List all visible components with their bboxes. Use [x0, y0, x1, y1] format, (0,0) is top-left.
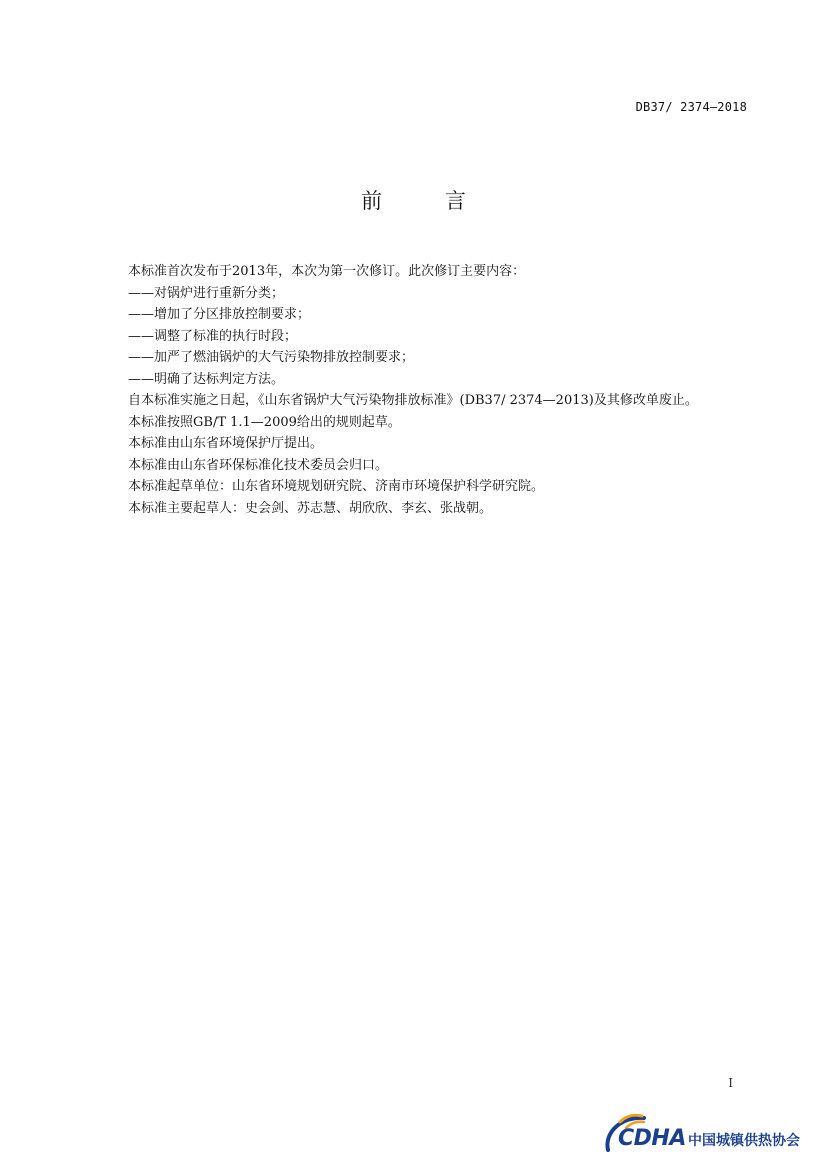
- foreword-body: [128, 261, 768, 519]
- footer-logo: [600, 1110, 815, 1160]
- list-item: ——加严了燃油锅炉的大气污染物排放控制要求；: [128, 350, 415, 365]
- page-title: 前 言: [361, 189, 494, 213]
- list-item: ——调整了标准的执行时段；: [128, 328, 298, 344]
- paragraph: 本标准首次发布于2013年，本次为第一次修订。此次修订主要内容：: [128, 264, 526, 279]
- paragraph: 本标准主要起草人：史会剑、苏志慧、胡欣欣、李玄、张战朝。: [128, 500, 493, 516]
- paragraph: 自本标准实施之日起，《山东省锅炉大气污染物排放标准》(DB37/ 2374—2013)及其修改单废止。: [128, 393, 698, 408]
- paragraph: 本标准按照GB/T 1.1—2009给出的规则起草。: [128, 414, 401, 430]
- list-item: ——对锅炉进行重新分类；: [128, 285, 285, 301]
- organization-name: 中国城镇供热协会: [688, 1133, 800, 1149]
- list-item: ——明确了达标判定方法。: [128, 371, 285, 387]
- list-item: ——增加了分区排放控制要求；: [128, 307, 311, 322]
- paragraph: 本标准起草单位：山东省环境规划研究院、济南市环境保护科学研究院。: [128, 479, 545, 494]
- logo-mark: CDHA: [618, 1126, 686, 1151]
- page-number: I: [728, 1076, 733, 1090]
- paragraph: 本标准由山东省环境保护厅提出。: [128, 436, 324, 451]
- standard-code: DB37/ 2374—2018: [635, 100, 747, 114]
- paragraph: 本标准由山东省环保标准化技术委员会归口。: [128, 457, 389, 473]
